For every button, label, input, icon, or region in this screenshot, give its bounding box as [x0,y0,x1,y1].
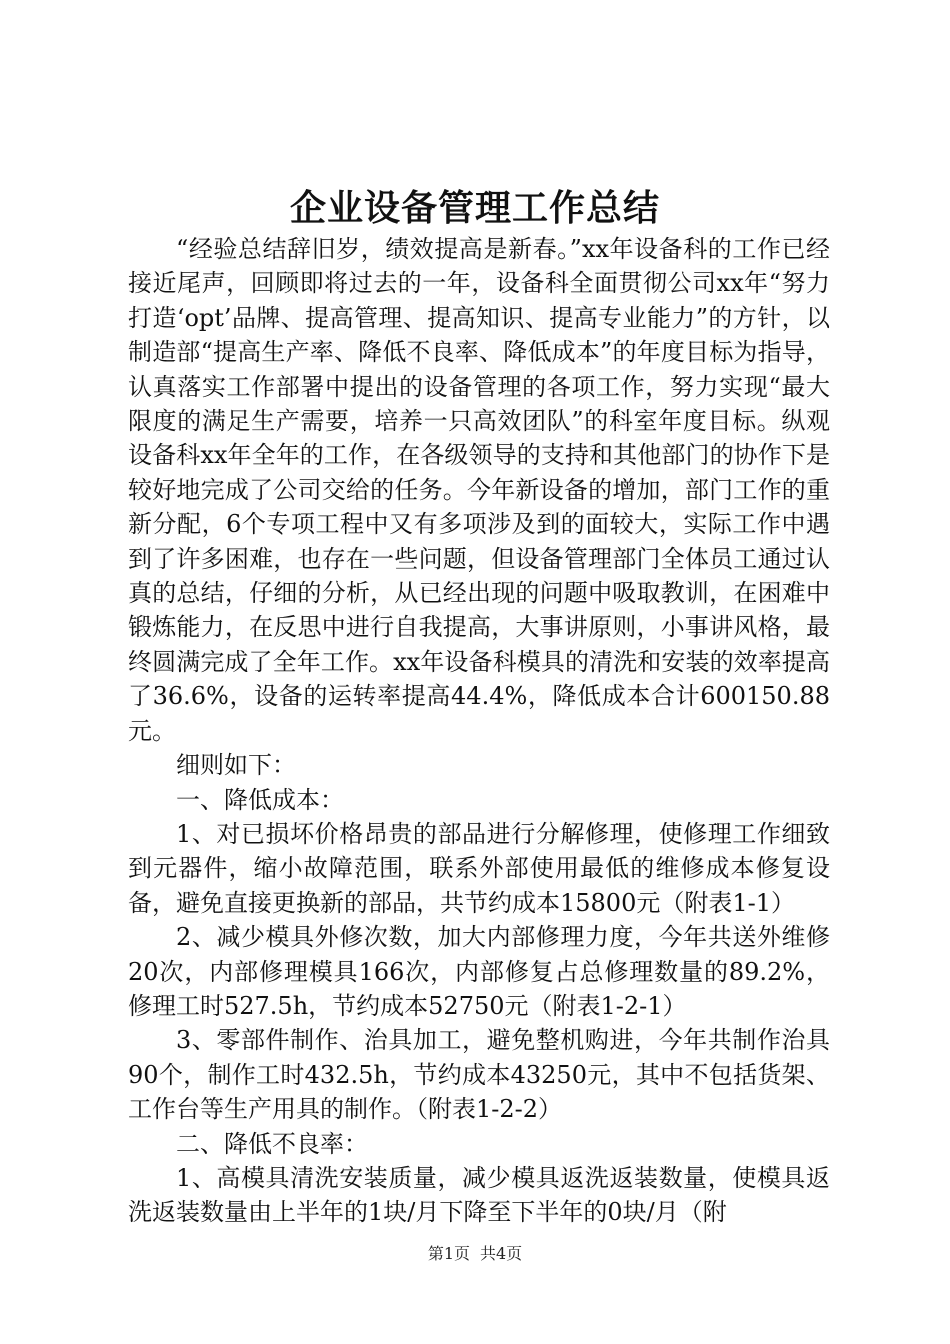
document-title: 企业设备管理工作总结 [289,188,660,229]
section-heading-cost: 一、降低成本： [176,785,344,814]
cost-item-1: 1、对已损坏价格昂贵的部品进行分解修理，使修理工作细致到元器件，缩小故障范围，联系外部使用最低的维修成本修复设备，避免直接更换新的部品，共节约成本15800元（附表1-1） [128,819,830,917]
section-heading-defect: 二、降低不良率： [176,1129,368,1158]
page-number: 第1页 [427,1244,470,1263]
cost-item-3: 3、零部件制作、治具加工，避免整机购进，今年共制作治具90个，制作工时432.5h，节约成本43250元，其中不包括货架、工作台等生产用具的制作。（附表1-2-2） [128,1026,830,1124]
cost-item-2: 2、减少模具外修次数，加大内部修理力度，今年共送外维修20次，内部修理模具166次，内部修复占总修理数量的89.2%，修理工时527.5h，节约成本52750元（附表1-2-1） [128,923,830,1020]
intro-paragraph: “经验总结辞旧岁，绩效提高是新春。”xx年设备科的工作已经接近尾声，回顾即将过去的一年，设备科全面贯彻公司xx年“努力打造‘opt’品牌、提高管理、提高知识、提高专业能力”的方针，以制造部“提高生产率、降低不良率、降低成本”的年度目标为指导，认真落实工作部署中提出的设备管理的各项工作，努力实现“最大限度的满足生产需要，培养一只高效团队”的科室年度目标。纵观设备科xx年全年的工作，在各级领导的支持和其他部门的协作下是较好地完成了公司交给的任务。今年新设备的增加，部门工作的重新分配，6个专项工程中又有多项涉及到的面较大，实际工作中遇到了许多困难，也存在一些问题，但设备管理部门全体员工通过认真的总结，仔细的分析，从已经出现的问题中吸取教训，在困难中锻炼能力，在反思中进行自我提高，大事讲原则，小事讲风格，最终圆满完成了全年工作。xx年设备科模具的清洗和安装的效率提高了36.6%，设备的运转率提高44.4%，降低成本合计600150.88元。 [128,235,830,745]
page-total: 共4页 [480,1244,523,1263]
document-body [128,232,830,1230]
details-heading: 细则如下： [176,751,296,780]
page-footer [0,1242,950,1266]
defect-item-1: 1、高模具清洗安装质量，减少模具返洗返装数量，使模具返洗返装数量由上半年的1块/月下降至下半年的0块/月（附 [128,1163,830,1227]
